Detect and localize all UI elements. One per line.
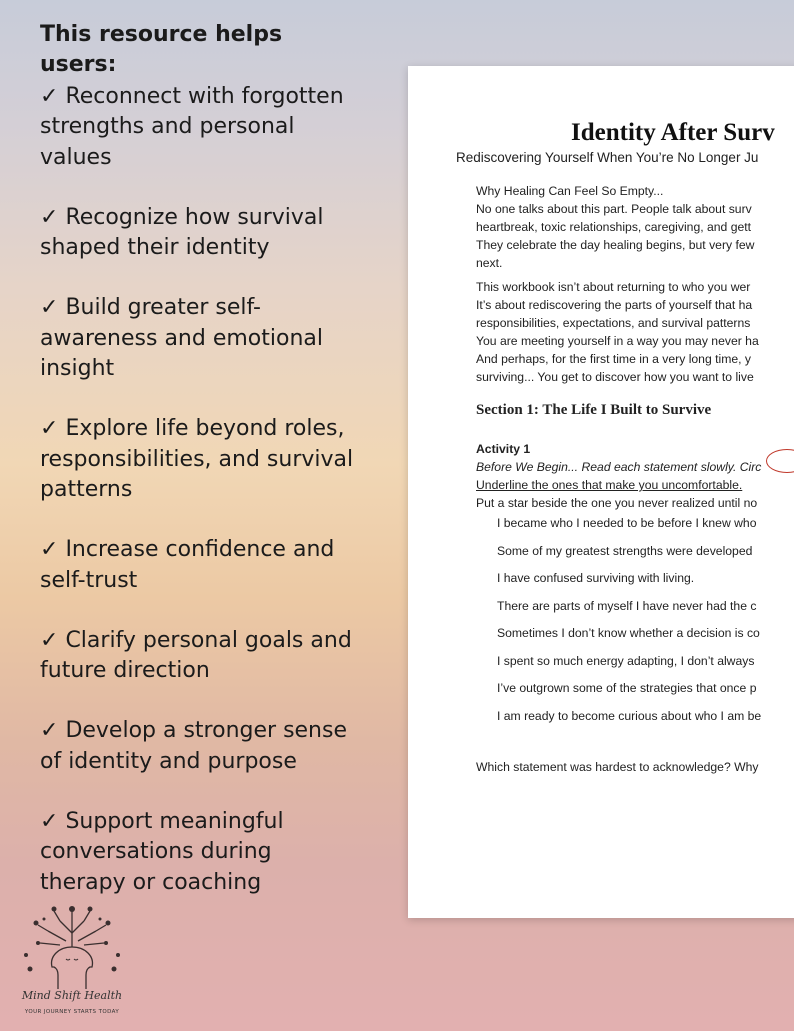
intro-line: And perhaps, for the first time in a very long time, y: [476, 352, 752, 366]
document-subtitle: Rediscovering Yourself When You’re No Longer Ju: [456, 150, 759, 165]
activity-star-instruction: Put a star beside the one you never realized until no: [476, 496, 758, 510]
statement-item: I became who I needed to be before I knew who: [497, 516, 757, 530]
activity-intro: Before We Begin... Read each statement slowly. Circ: [476, 460, 762, 474]
intro-line: responsibilities, expectations, and survival patterns: [476, 316, 751, 330]
benefit-item: [40, 716, 360, 777]
check-icon: ✓: [40, 718, 59, 744]
intro-heading: Why Healing Can Feel So Empty...: [476, 184, 664, 198]
check-icon: ✓: [40, 416, 59, 442]
intro-line: They celebrate the day healing begins, but very few: [476, 238, 755, 252]
hand-drawn-circle-mark: [766, 449, 794, 473]
statement-item: There are parts of myself I have never had the c: [497, 598, 757, 613]
workbook-page-preview: [408, 66, 794, 918]
intro-line: It’s about rediscovering the parts of yourself that ha: [476, 298, 753, 312]
benefit-text: Clarify personal goals and future direction: [40, 627, 352, 684]
intro-line: You are meeting yourself in a way you may never ha: [476, 334, 759, 348]
intro-text: [476, 182, 794, 386]
head-tree-icon: [14, 903, 130, 991]
document-title: Identity After Surv: [571, 119, 775, 146]
benefit-text: Reconnect with forgotten strengths and personal values: [40, 84, 344, 170]
statement-item: I am ready to become curious about who I am be: [497, 708, 762, 723]
benefit-item: [40, 807, 360, 898]
benefit-text: Explore life beyond roles, responsibilities, and survival patterns: [40, 416, 354, 502]
benefit-item: [40, 82, 360, 173]
benefits-panel: [40, 20, 360, 928]
benefit-text: Support meaningful conversations during therapy or coaching: [40, 809, 284, 895]
benefit-text: Build greater self-awareness and emotional insight: [40, 295, 323, 382]
statement-item: I spent so much energy adapting, I don’t always: [497, 653, 755, 668]
check-icon: ✓: [40, 627, 59, 653]
brand-logo: [14, 903, 130, 1021]
benefit-item: [40, 293, 360, 384]
check-icon: ✓: [40, 809, 59, 835]
statement-list: [497, 516, 761, 736]
benefit-item: [40, 203, 360, 264]
activity-underline-instruction: Underline the ones that make you uncomfortable.: [476, 478, 743, 492]
activity-title: Activity 1: [476, 442, 531, 456]
brand-tagline: YOUR JOURNEY STARTS TODAY: [24, 1009, 120, 1015]
benefit-item: [40, 626, 360, 687]
benefits-heading: This resource helps users:: [40, 22, 283, 77]
activity-block: [476, 440, 761, 512]
benefit-text: Recognize how survival shaped their identity: [40, 204, 324, 261]
statement-item: I’ve outgrown some of the strategies that once p: [497, 681, 757, 695]
brand-name: Mind Shift Health: [21, 989, 123, 1002]
benefit-text: Increase confidence and self-trust: [40, 537, 335, 593]
intro-line: This workbook isn’t about returning to who you wer: [476, 280, 751, 294]
check-icon: ✓: [40, 204, 59, 230]
statement-item: Sometimes I don’t know whether a decision is co: [497, 626, 760, 640]
benefit-item: [40, 535, 360, 596]
check-icon: ✓: [40, 84, 59, 109]
statement-item: Some of my greatest strengths were developed: [497, 543, 753, 558]
intro-line: surviving... You get to discover how you want to live: [476, 370, 754, 384]
intro-line: heartbreak, toxic relationships, caregiving, and gett: [476, 220, 752, 234]
reflection-question: Which statement was hardest to acknowledge? Why: [476, 760, 759, 774]
benefit-item: [40, 414, 360, 505]
section-title: Section 1: The Life I Built to Survive: [476, 402, 712, 418]
check-icon: ✓: [40, 537, 59, 563]
benefit-text: Develop a stronger sense of identity and purpose: [40, 718, 348, 774]
statement-item: I have confused surviving with living.: [497, 571, 695, 585]
intro-line: next.: [476, 256, 503, 270]
check-icon: ✓: [40, 295, 59, 321]
intro-line: No one talks about this part. People talk about surv: [476, 202, 752, 216]
